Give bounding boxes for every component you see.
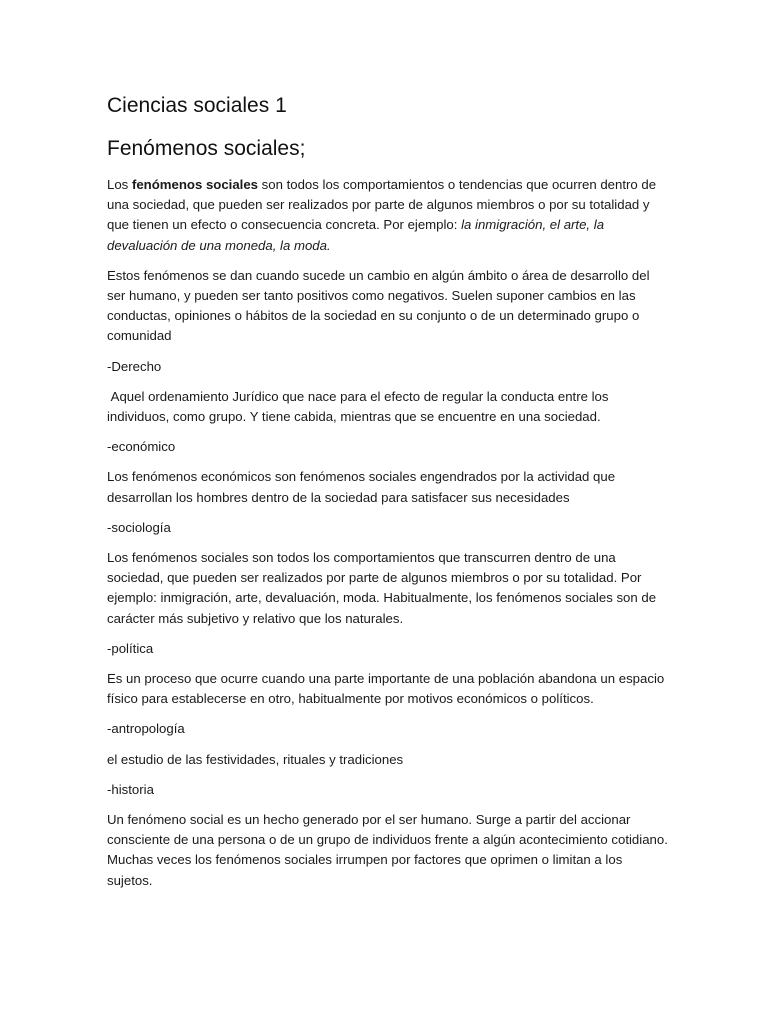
section-text-antropologia: el estudio de las festividades, rituales y tradiciones xyxy=(107,751,404,767)
section-text-politica: Es un proceso que ocurre cuando una parte importante de una población abandona un espacio físico para establecerse en otro, habitualmente por motivos económicos o políticos. xyxy=(107,671,665,707)
section-heading-historia: -historia xyxy=(107,781,154,797)
section-text-economico: Los fenómenos económicos son fenómenos sociales engendrados por la actividad que desarrollan los hombres dentro de la sociedad para satisfacer sus necesidades xyxy=(107,469,616,505)
intro-mid: son todos los comportamientos o tendencias que ocurren dentro de una sociedad, que pueden ser realizados por parte de algunos miembros o por su totalidad y que tienen un efecto o consecuencia concreta. Por ejemplo: xyxy=(107,177,657,233)
intro-pre: Los xyxy=(107,177,132,192)
section-heading-derecho: -Derecho xyxy=(107,358,162,374)
section-text-sociologia: Los fenómenos sociales son todos los comportamientos que transcurren dentro de una sociedad, que pueden ser realizados por parte de algunos miembros o por su totalidad. Por ejemplo: inmigración, arte, devaluación, moda. Habitualmente, los fenómenos sociales son de carácter más subjetivo y relativo que los naturales. xyxy=(107,550,657,626)
section-heading-sociologia: -sociología xyxy=(107,519,171,535)
paragraph-2: Estos fenómenos se dan cuando sucede un cambio en algún ámbito o área de desarrollo del ser humano, y pueden ser tanto positivos como negativos. Suelen suponer cambios en las conductas, opiniones o hábitos de la sociedad en su conjunto o de un determinado grupo o comunidad xyxy=(107,267,650,344)
section-text-derecho: Aquel ordenamiento Jurídico que nace para el efecto de regular la conducta entre los individuos, como grupo. Y tiene cabida, mientras que se encuentre en una sociedad. xyxy=(107,388,613,425)
section-heading-economico: -económico xyxy=(107,439,176,455)
document-title: Ciencias sociales 1 xyxy=(107,94,287,117)
intro-paragraph xyxy=(107,175,668,256)
section-heading-antropologia: -antropología xyxy=(107,721,185,737)
document-subtitle: Fenómenos sociales; xyxy=(107,137,306,160)
section-text-historia: Un fenómeno social es un hecho generado por el ser humano. Surge a partir del accionar consciente de una persona o de un grupo de individuos frente a algún acontecimiento cotidiano. Muchas veces los fenómenos sociales irrumpen por factores que oprimen o limitan a los sujetos. xyxy=(107,812,668,888)
intro-examples: la inmigración, el arte, la devaluación de una moneda, la moda. xyxy=(107,217,605,253)
section-heading-politica: -política xyxy=(107,640,154,656)
intro-bold-term: fenómenos sociales xyxy=(131,177,258,192)
